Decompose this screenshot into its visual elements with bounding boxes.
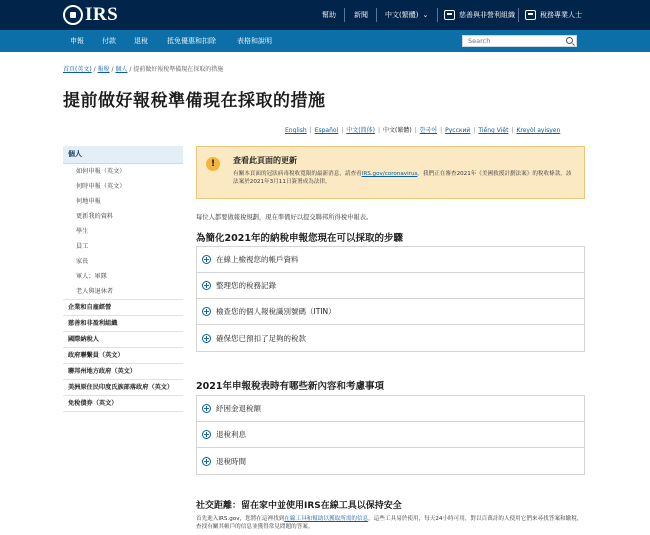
breadcrumb [63, 64, 223, 73]
breadcrumb-separator: / [93, 66, 98, 73]
alert-body [233, 170, 573, 186]
divider [518, 8, 519, 22]
logo-text: IRS [85, 4, 119, 25]
sidebar-item-where-to-file[interactable]: 何地申報 [76, 198, 101, 205]
accordion-item-recovery-rebate[interactable] [197, 396, 584, 422]
accordion-item-label: 紓困金退稅額 [216, 404, 261, 413]
sidebar-item-parents[interactable]: 家長 [76, 258, 89, 265]
sidebar-item-employees[interactable]: 員工 [76, 243, 89, 250]
plus-icon: + [203, 333, 210, 343]
accordion-item-organize-records[interactable] [197, 273, 584, 299]
lang-separator: | [440, 127, 443, 134]
sidebar-item-seniors-retirees[interactable]: 老人與退休者 [63, 284, 183, 300]
sidebar-item-federal-state-local[interactable]: 聯邦州地方政府（英文） [63, 364, 183, 380]
divider [344, 8, 345, 22]
tax-pros-link-label: 稅務專業人士 [540, 11, 582, 19]
lang-chinese-simplified[interactable]: 中文(简体) [346, 127, 375, 134]
help-link[interactable] [322, 0, 336, 30]
intro-text: 每位人都要做報稅規劃，現在準備好以提交聯邦所得稅申報表。 [196, 214, 373, 221]
lang-russian[interactable]: Русский [445, 127, 471, 134]
accordion-item-online-account[interactable] [197, 247, 584, 273]
sidebar-item-tribal-governments[interactable]: 美洲原住民印度氏族部落政府（英文） [63, 380, 183, 396]
sidebar-item-international[interactable]: 國際納稅人 [63, 332, 183, 348]
lang-separator: | [473, 127, 476, 134]
charities-link[interactable] [444, 0, 515, 30]
lang-separator: | [377, 127, 380, 134]
sidebar-item-individuals[interactable]: 個人 [63, 146, 183, 164]
help-link-label: 幫助 [322, 11, 336, 19]
sidebar-item-when-to-file[interactable]: 何時申報（英文） [76, 183, 126, 190]
breadcrumb-separator: / [111, 66, 116, 73]
lang-separator: | [309, 127, 312, 134]
lang-separator: | [414, 127, 417, 134]
sidebar-nav [63, 146, 183, 412]
plus-icon: + [203, 307, 210, 316]
language-bar [285, 125, 560, 134]
accordion-item-label: 檢查您的個人報稅識別號碼（ITIN） [216, 307, 336, 316]
language-dropdown-label: 中文(繁體) [385, 11, 419, 19]
nav-item-pay[interactable]: 付款 [102, 37, 116, 45]
lang-vietnamese[interactable]: Tiếng Việt [478, 127, 509, 134]
nav-item-file[interactable]: 申報 [70, 37, 84, 45]
section-heading-steps: 為簡化2021年的納稅申報您現在可以採取的步驟 [196, 233, 403, 244]
search-box [462, 35, 577, 47]
irs-logo[interactable] [63, 4, 118, 26]
plus-icon: + [203, 456, 210, 466]
chevron-down-icon: ⌄ [422, 11, 429, 19]
nav-item-credits-deductions[interactable]: 抵免優惠和扣除 [167, 37, 216, 45]
social-body-prefix: 首先進入IRS.gov，您將在這裡找到 [196, 516, 285, 522]
eagle-emblem-icon [63, 5, 83, 25]
plus-icon: + [203, 404, 210, 413]
section-heading-whats-new: 2021年申報稅表時有哪些新內容和考慮事項 [196, 381, 384, 392]
social-distancing-body [196, 515, 586, 531]
building-icon [444, 10, 455, 20]
accordion-item-refund-interest[interactable] [197, 422, 584, 448]
social-body-suffix: 。這些工具易於使用，每天24小時可用，對以百萬計的人使用它們來尋找答案和繳稅，查找有關其帳戶的信息並獲得常見問題的答案。 [196, 516, 583, 530]
plus-icon: + [203, 430, 210, 439]
divider [437, 8, 438, 22]
accordion-steps [196, 246, 585, 352]
alert-body-suffix: 。我們正在審查2021年《美國救援計劃法案》的稅收條款，該法案於2021年3月11日簽署成為法律。 [233, 171, 572, 185]
lang-spanish[interactable]: Español [314, 127, 339, 134]
breadcrumb-home[interactable]: 首頁(英文) [63, 66, 92, 73]
accordion-item-label: 整理您的稅務記錄 [216, 281, 276, 290]
sidebar-item-how-to-file[interactable]: 如何申報（英文） [76, 168, 126, 175]
nav-item-forms-instructions[interactable]: 表格和說明 [237, 37, 272, 45]
accordion-item-check-itin[interactable] [197, 299, 584, 325]
accordion-item-label: 確保您已預扣了足夠的稅款 [216, 333, 306, 343]
search-input[interactable] [463, 36, 563, 46]
accordion-whats-new [196, 395, 585, 475]
sidebar-item-tax-exempt-bonds[interactable]: 免稅債券（英文） [63, 396, 183, 412]
lang-korean[interactable]: 한국어 [419, 127, 438, 134]
accordion-item-label: 退稅時間 [216, 456, 246, 466]
page-title: 提前做好報稅準備現在採取的措施 [63, 91, 326, 111]
top-bar [0, 0, 650, 30]
nav-item-refunds[interactable]: 退稅 [134, 37, 148, 45]
social-distancing-heading: 社交距離：留在家中並使用IRS在線工具以保持安全 [196, 501, 402, 511]
accordion-item-refund-timing[interactable] [197, 448, 584, 474]
plus-icon: + [203, 255, 210, 264]
language-dropdown[interactable] [385, 0, 428, 30]
breadcrumb-current: 提前做好報稅準備現在採取的措施 [133, 66, 224, 73]
alert-title: 查看此頁面的更新 [233, 156, 297, 165]
alert-body-prefix: 有關本頁面的冠狀病毒稅收寬限的最新消息，請查看 [233, 171, 362, 177]
update-alert [196, 146, 585, 199]
lang-haitian-creole[interactable]: Kreyòl ayisyen [516, 127, 561, 134]
alert-icon: ! [206, 157, 220, 171]
accordion-item-label: 退稅利息 [216, 430, 246, 439]
sidebar-item-business[interactable]: 企業和自雇經營 [63, 300, 183, 316]
lang-chinese-traditional-current: 中文(繁體) [383, 127, 412, 134]
breadcrumb-individuals[interactable]: 個人 [115, 66, 128, 73]
divider [376, 8, 377, 22]
lang-separator: | [511, 127, 514, 134]
charities-link-label: 慈善與非營利組織 [459, 11, 515, 19]
breadcrumb-file[interactable]: 報稅 [97, 66, 110, 73]
sidebar-item-military[interactable]: 軍人；軍隊 [76, 273, 107, 280]
plus-icon: + [203, 281, 210, 290]
news-link[interactable] [354, 0, 368, 30]
sidebar-item-government-liaisons[interactable]: 政府聯繫員（英文） [63, 348, 183, 364]
online-tools-link[interactable]: 在線工具和幫助以獲取所需的信息 [284, 516, 369, 522]
tax-pros-link[interactable] [525, 0, 582, 30]
news-link-label: 新聞 [354, 11, 368, 19]
sidebar-item-update-info[interactable]: 更新我的資料 [76, 213, 114, 220]
lang-english[interactable]: English [285, 127, 307, 134]
accordion-item-label: 在線上檢視您的帳戶資料 [216, 255, 299, 264]
coronavirus-link[interactable]: IRS.gov/coronavirus [361, 171, 418, 177]
breadcrumb-separator: / [129, 66, 134, 73]
accordion-item-withholding[interactable] [197, 325, 584, 351]
briefcase-icon [525, 10, 536, 20]
lang-separator: | [341, 127, 344, 134]
search-icon[interactable] [566, 37, 573, 44]
sidebar-item-charities[interactable]: 慈善和非盈利組織 [63, 316, 183, 332]
sidebar-item-students[interactable]: 學生 [76, 228, 89, 235]
